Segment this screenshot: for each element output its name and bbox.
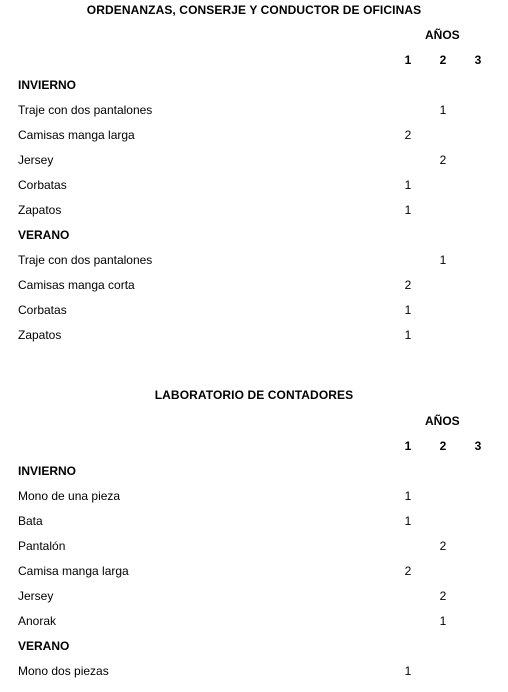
years-header: AÑOS: [425, 28, 460, 42]
year-column-1: 1: [404, 53, 412, 67]
item-label: Traje con dos pantalones: [18, 103, 153, 117]
item-year-1: 1: [404, 664, 412, 678]
item-year-1: 2: [404, 128, 412, 142]
season-heading-invierno: INVIERNO: [18, 464, 77, 478]
item-label: Mono dos piezas: [18, 664, 109, 678]
year-column-1: 1: [404, 439, 412, 453]
item-label: Jersey: [18, 153, 54, 167]
year-column-3: 3: [474, 53, 482, 67]
item-year-2: 1: [439, 614, 447, 628]
season-heading-invierno: INVIERNO: [18, 78, 77, 92]
item-year-1: 2: [404, 564, 412, 578]
item-label: Jersey: [18, 589, 54, 603]
item-year-1: 1: [404, 303, 412, 317]
item-label: Corbatas: [18, 303, 67, 317]
item-label: Camisas manga corta: [18, 278, 135, 292]
item-year-1: 1: [404, 328, 412, 342]
item-label: Anorak: [18, 614, 57, 628]
item-label: Bata: [18, 514, 43, 528]
item-year-1: 1: [404, 203, 412, 217]
item-label: Zapatos: [18, 328, 62, 342]
years-header: AÑOS: [425, 414, 460, 428]
item-label: Mono de una pieza: [18, 489, 121, 503]
season-heading-verano: VERANO: [18, 228, 70, 242]
section-title: LABORATORIO DE CONTADORES: [154, 388, 354, 402]
section-title: ORDENANZAS, CONSERJE Y CONDUCTOR DE OFICINAS: [86, 3, 422, 17]
item-year-1: 1: [404, 178, 412, 192]
item-year-2: 2: [439, 589, 447, 603]
item-year-2: 2: [439, 539, 447, 553]
item-label: Corbatas: [18, 178, 67, 192]
item-label: Camisa manga larga: [18, 564, 129, 578]
item-year-1: 2: [404, 278, 412, 292]
season-heading-verano: VERANO: [18, 639, 70, 653]
item-year-1: 1: [404, 514, 412, 528]
year-column-2: 2: [439, 439, 447, 453]
item-year-2: 1: [439, 253, 447, 267]
item-label: Camisas manga larga: [18, 128, 135, 142]
item-label: Traje con dos pantalones: [18, 253, 153, 267]
year-column-3: 3: [474, 439, 482, 453]
item-year-2: 2: [439, 153, 447, 167]
year-column-2: 2: [439, 53, 447, 67]
item-label: Pantalón: [18, 539, 66, 553]
item-year-2: 1: [439, 103, 447, 117]
item-year-1: 1: [404, 489, 412, 503]
item-label: Zapatos: [18, 203, 62, 217]
